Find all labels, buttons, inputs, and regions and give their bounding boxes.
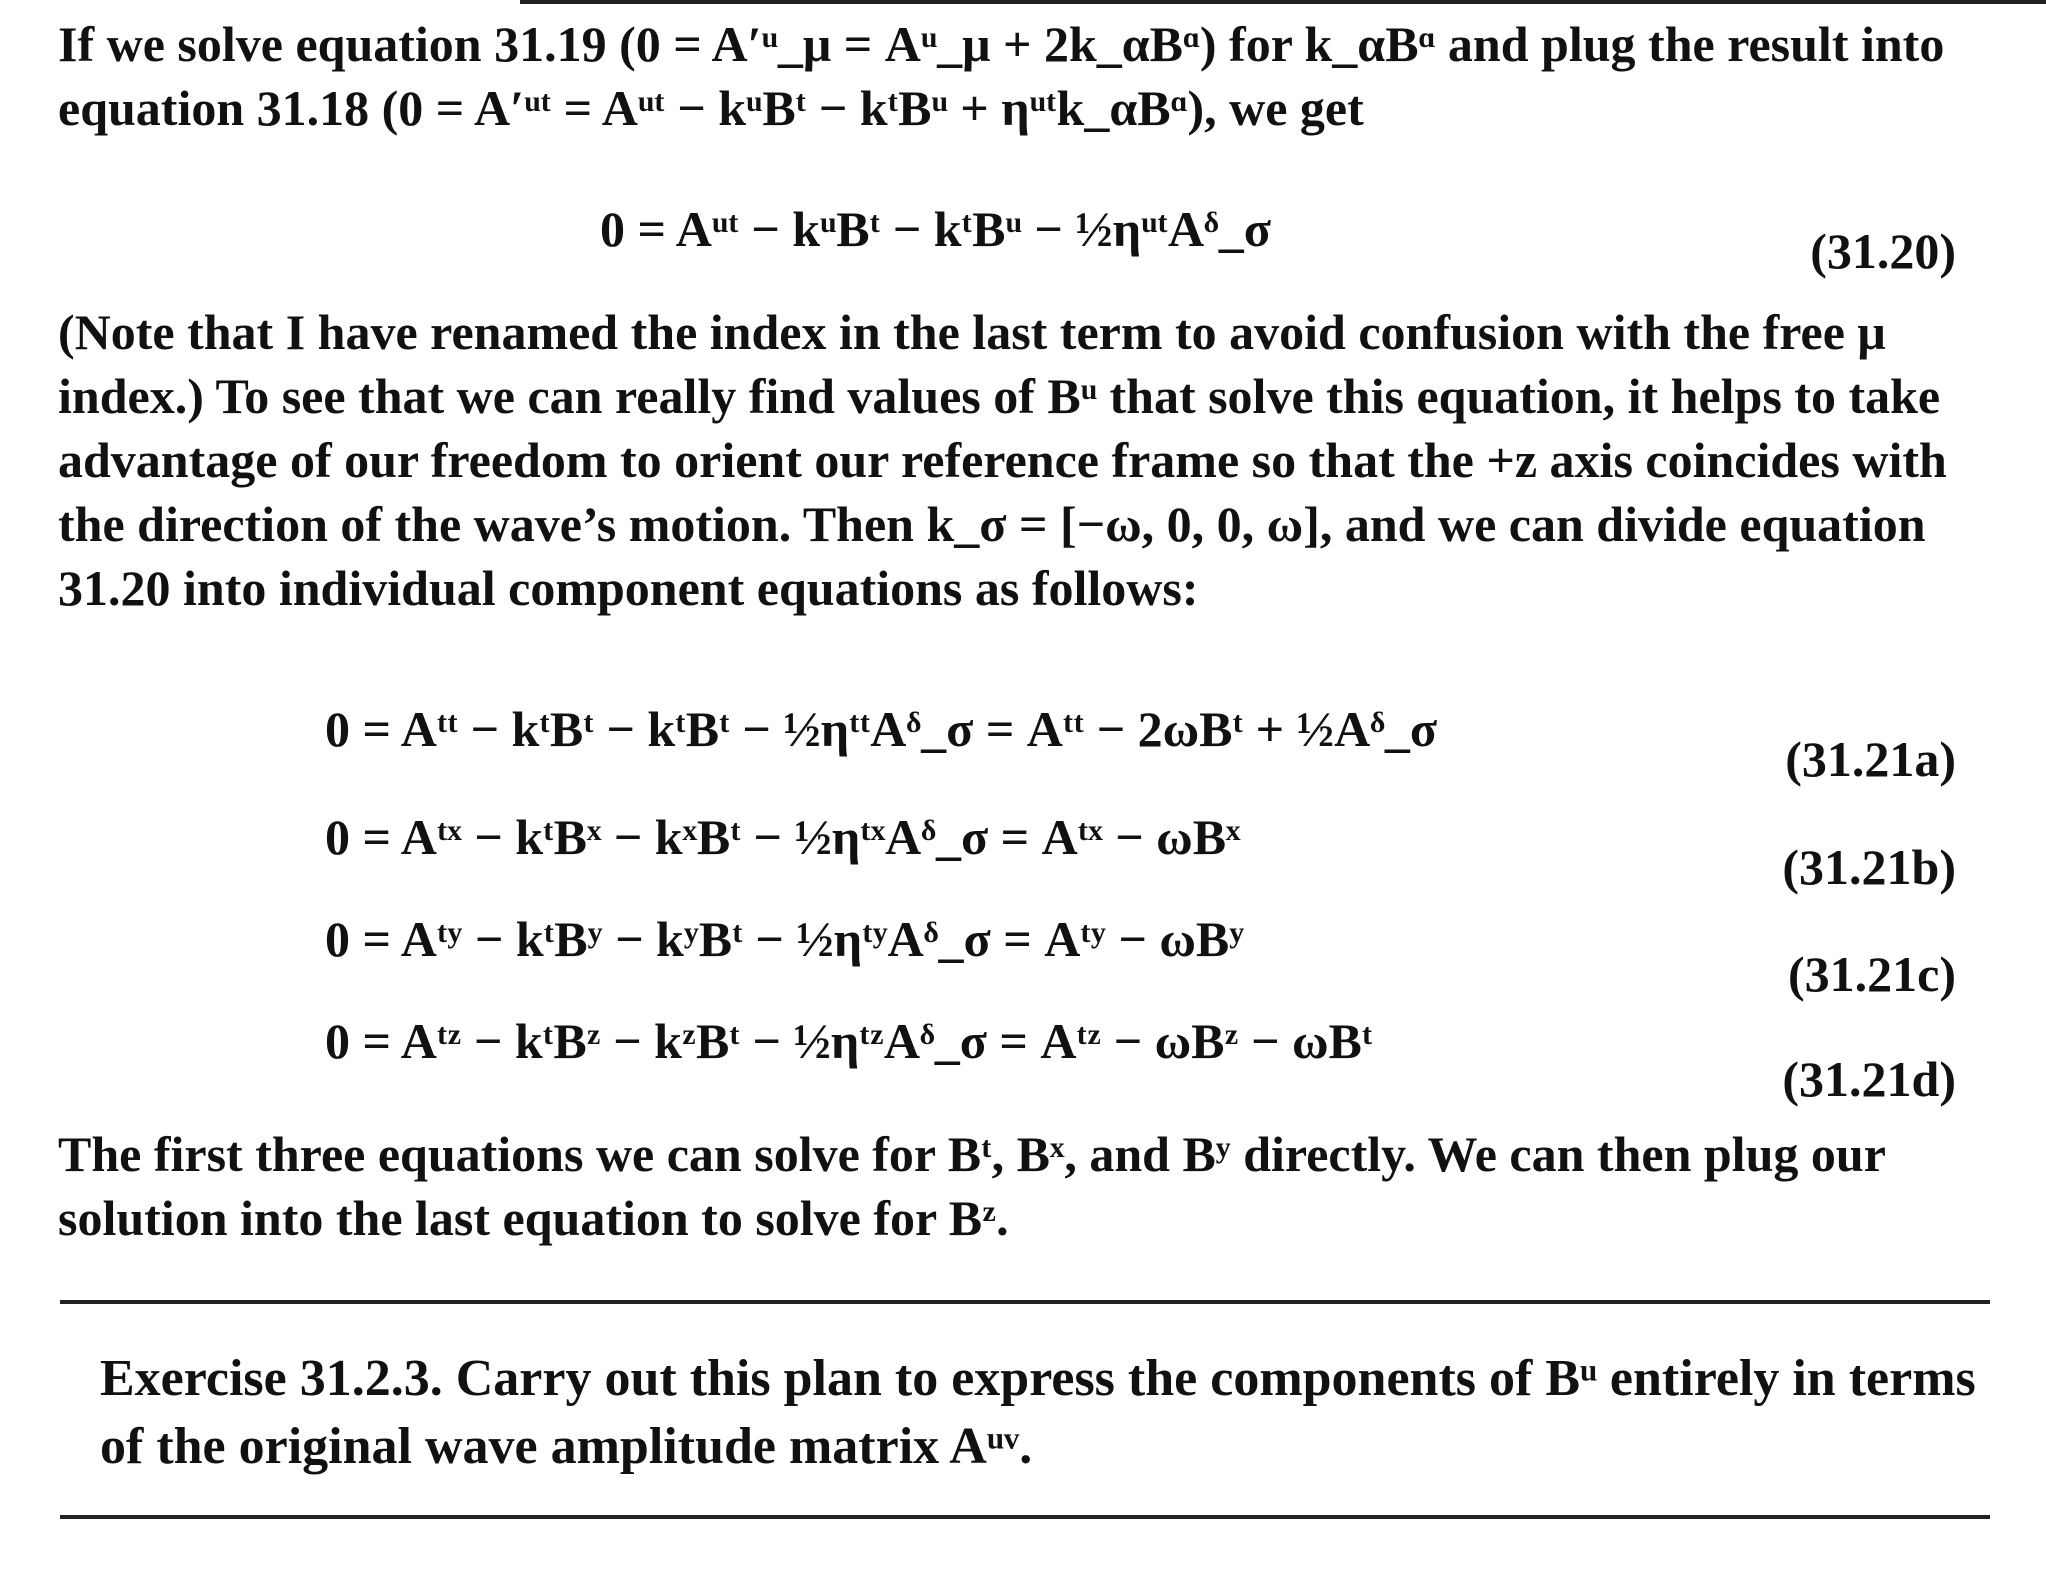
exercise-top-rule (60, 1300, 1990, 1304)
equation-31-21d: 0 = Aᵗᶻ − kᵗBᶻ − kᶻBᵗ − ½ηᵗᶻAᵟ_σ = Aᵗᶻ − ωBᶻ − ωBᵗ (325, 1013, 1373, 1069)
paragraph-intro (58, 12, 1958, 140)
equation-31-21a: 0 = Aᵗᵗ − kᵗBᵗ − kᵗBᵗ − ½ηᵗᵗAᵟ_σ = Aᵗᵗ − 2ωBᵗ + ½Aᵟ_σ (325, 701, 1438, 757)
exercise-text: Carry out this plan to express the components of Bᵘ entirely in terms of the original wave amplitude matrix Aᵘᵛ. (100, 1350, 1976, 1475)
equation-31-21c: 0 = Aᵗʸ − kᵗBʸ − kʸBᵗ − ½ηᵗʸAᵟ_σ = Aᵗʸ − ωBʸ (325, 911, 1245, 967)
exercise-box (100, 1345, 1980, 1481)
equation-31-20: 0 = Aᵘᵗ − kᵘBᵗ − kᵗBᵘ − ½ηᵘᵗAᵟ_σ (600, 201, 1271, 257)
equation-31-21b: 0 = Aᵗˣ − kᵗBˣ − kˣBᵗ − ½ηᵗˣAᵟ_σ = Aᵗˣ − ωBˣ (325, 809, 1241, 865)
equation-31-21d-label: (31.21d) (1782, 1051, 1956, 1107)
equation-31-20-label: (31.20) (1810, 223, 1956, 279)
paragraph-note-text: (Note that I have renamed the index in the last term to avoid confusion with the free μ index.) To see that we can really find values of Bᵘ that solve this equation, it helps to take advantage of our freedom to orient our reference frame so that the +z axis coincides with the direction of the wave’s motion. Then k_σ = [−ω, 0, 0, ω], and we can divide equation 31.20 into individual component equations as follows: (58, 304, 1947, 616)
paragraph-note (58, 300, 1958, 620)
equation-31-21a-label: (31.21a) (1785, 731, 1956, 787)
equation-31-21c-label: (31.21c) (1788, 946, 1956, 1002)
equation-31-21b-label: (31.21b) (1782, 839, 1956, 895)
paragraph-conclusion-text: The first three equations we can solve for Bᵗ, Bˣ, and Bʸ directly. We can then plug our solution into the last equation to solve for Bᶻ. (58, 1126, 1885, 1246)
exercise-label: Exercise 31.2.3. (100, 1350, 443, 1407)
top-rule (520, 0, 2046, 4)
exercise-bottom-rule (60, 1515, 1990, 1519)
paragraph-conclusion (58, 1122, 1958, 1250)
paragraph-intro-text: If we solve equation 31.19 (0 = A′ᵘ_μ = Aᵘ_μ + 2k_αBᵅ) for k_αBᵅ and plug the result into equation 31.18 (0 = A′ᵘᵗ = Aᵘᵗ − kᵘBᵗ − kᵗBᵘ + ηᵘᵗk_αBᵅ), we get (58, 16, 1945, 136)
